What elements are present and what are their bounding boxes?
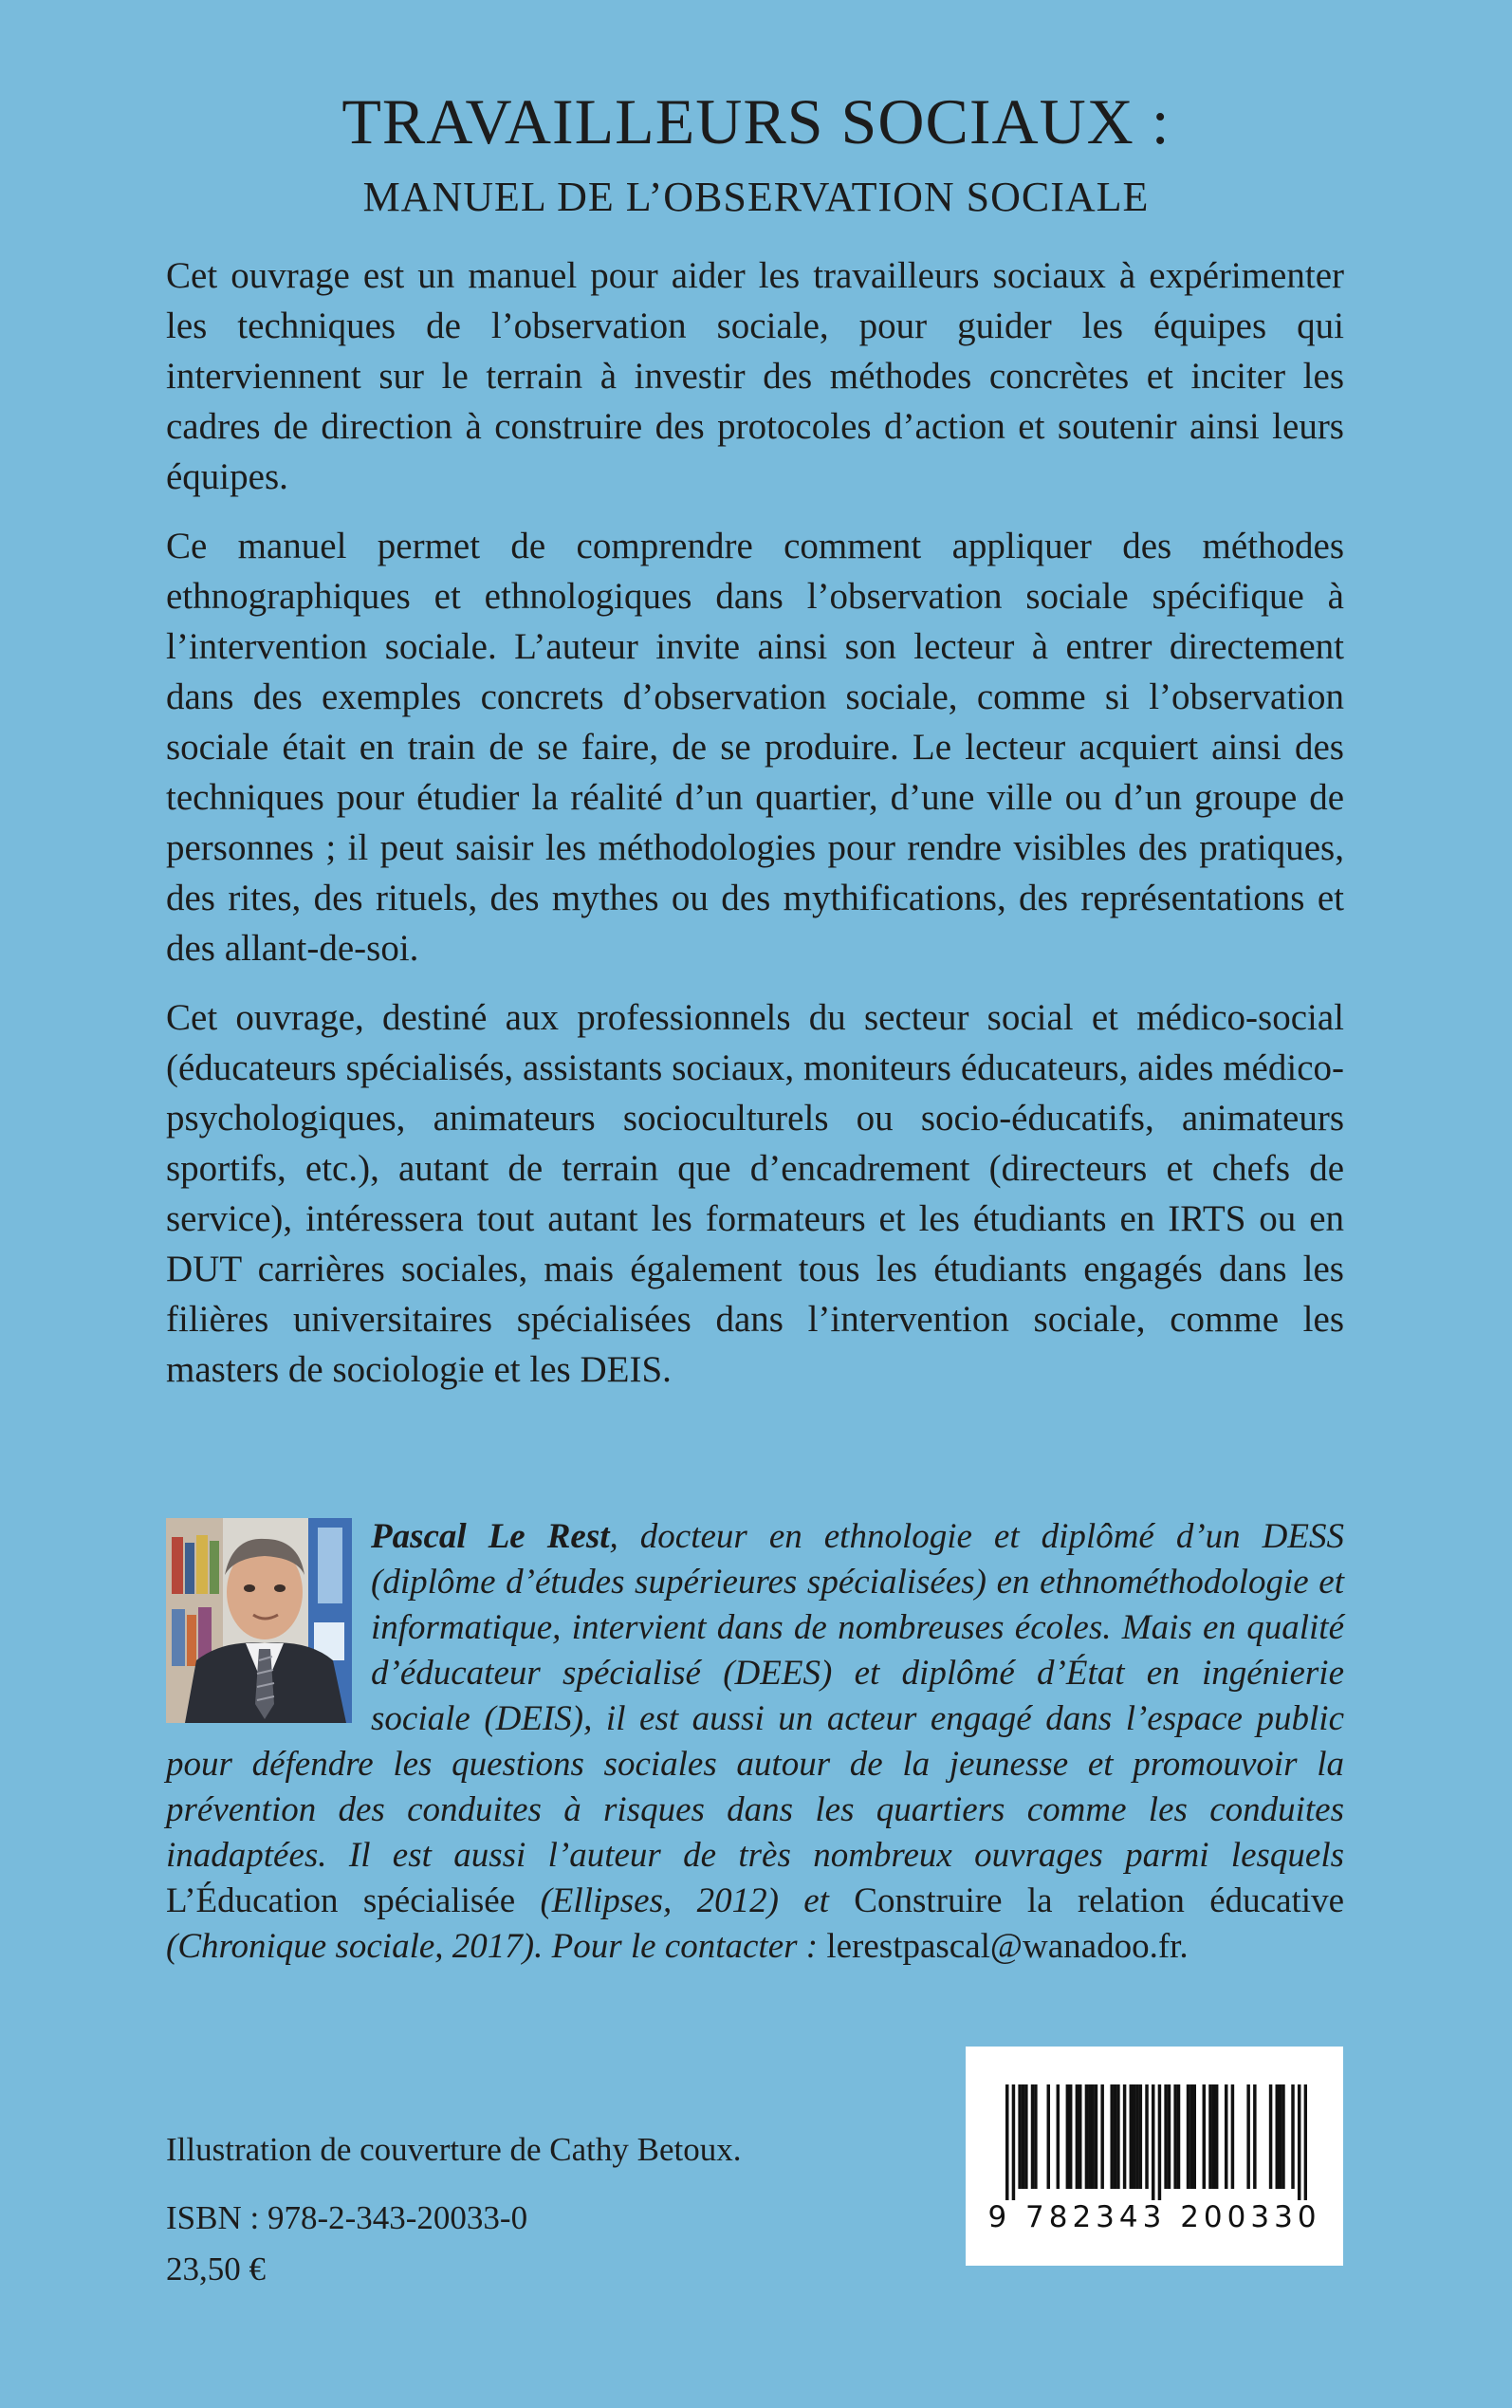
barcode-bar: [1135, 2084, 1138, 2189]
barcode-bar: [1173, 2084, 1176, 2189]
barcode-bars: [1005, 2084, 1307, 2200]
illustration-credit: Illustration de couverture de Cathy Betoux.: [166, 2131, 742, 2168]
barcode-bar: [1024, 2084, 1027, 2189]
blurb-paragraph-1: Cet ouvrage est un manuel pour aider les travailleurs sociaux à expérimenter les techniques de l’observation sociale, pour guider les équipes qui interviennent sur le terrain à investir des méthodes concrètes et inciter les cadres de direction à construire des protocoles d’action et soutenir ainsi leurs équipes.: [166, 255, 1344, 497]
barcode-bar: [1291, 2084, 1294, 2189]
barcode-bar: [1215, 2084, 1218, 2189]
book-title-1: L’Éducation spécialisée: [166, 1881, 516, 1920]
barcode-bar: [1145, 2084, 1148, 2189]
barcode-bar: [1012, 2084, 1015, 2200]
barcode-bar: [1282, 2084, 1284, 2189]
barcode-bar: [1208, 2084, 1211, 2189]
barcode-bar: [1066, 2084, 1069, 2189]
barcode-bar: [1298, 2084, 1300, 2200]
barcode-bar: [1110, 2084, 1113, 2189]
barcode-bar: [1253, 2084, 1256, 2189]
barcode-bar: [1005, 2084, 1008, 2200]
blurb-paragraph-3: Cet ouvrage, destiné aux professionnels du secteur social et médico-social (éducateurs spécialisés, assistants sociaux, moniteurs éducateurs, aides médico-psychologiques, animateurs socioculturels ou socio-éducatifs, animateurs sportifs, etc.), autant de terrain que d’encadrement (directeurs et chefs de service), intéressera tout autant les formateurs et les étudiants en IRTS ou en DUT carrières sociales, mais également tous les étudiants engagés dans les filières universitaires spécialisées dans l’intervention sociale, comme les masters de sociologie et les DEIS.: [166, 997, 1344, 1390]
barcode-bar: [1189, 2084, 1192, 2189]
author-name: Pascal Le Rest: [371, 1517, 610, 1556]
author-email[interactable]: lerestpascal@wanadoo.fr.: [826, 1927, 1189, 1966]
barcode-bar: [1069, 2084, 1072, 2189]
author-bio-text: , docteur en ethnologie et diplômé d’un DESS (diplôme d’études supérieures spécialisées) en ethnométhodologie et informatique, intervient dans de nombreuses écoles. Mais en qualité d’éducateur spécialisé (DEES) et diplômé d’État en ingénierie sociale (DEIS), il est aussi un acteur engagé dans l’espace public pour défendre les questions sociales autour de la jeunesse et promouvoir la prévention des conduites à risques dans les quartiers comme les conduites inadaptées. Il est aussi l’auteur de très nombreux ouvrages parmi lesquels: [166, 1517, 1344, 1875]
price: 23,50 €: [166, 2251, 266, 2288]
barcode-bar: [1133, 2084, 1135, 2189]
barcode-bar: [1114, 2084, 1116, 2189]
barcode-bar: [1100, 2084, 1103, 2189]
barcode-bar: [1057, 2084, 1060, 2189]
barcode-bar: [1018, 2084, 1021, 2189]
barcode-bar: [1231, 2084, 1234, 2189]
barcode-bar: [1203, 2084, 1206, 2189]
barcode-bar: [1116, 2084, 1119, 2189]
barcode-bar: [1225, 2084, 1227, 2189]
barcode-bar: [1022, 2084, 1024, 2189]
barcode-bar: [1279, 2084, 1282, 2189]
barcode-bar: [1246, 2084, 1249, 2189]
barcode-bar: [1177, 2084, 1180, 2189]
book-title-2: Construire la relation éducative: [854, 1881, 1344, 1920]
barcode-bar: [1139, 2084, 1142, 2189]
book-publisher-2: (Chronique sociale, 2017). Pour le contacter :: [166, 1927, 827, 1966]
barcode-bar: [1047, 2084, 1050, 2189]
barcode-bar: [1079, 2084, 1081, 2189]
barcode-bar: [1276, 2084, 1279, 2189]
barcode-bar: [1269, 2084, 1272, 2189]
barcode-bar: [1123, 2084, 1126, 2189]
blurb-paragraph-2: Ce manuel permet de comprendre comment appliquer des méthodes ethnographiques et ethnologiques dans l’observation sociale spécifique à l’intervention sociale. L’auteur invite ainsi son lecteur à entrer directement dans des exemples concrets d’observation sociale, comme si l’observation sociale était en train de se faire, de se produire. Le lecteur acquiert ainsi des techniques pour étudier la réalité d’un quartier, d’une ville ou d’un groupe de personnes ; il peut saisir les méthodologies pour rendre visibles des pratiques, des rites, des rituels, des mythes ou des mythifications, des représentations et des allant-de-soi.: [166, 526, 1344, 969]
barcode-bar: [1031, 2084, 1034, 2189]
barcode-bar: [1192, 2084, 1195, 2189]
book-subtitle: MANUEL DE L’OBSERVATION SOCIALE: [362, 174, 1150, 220]
barcode-bar: [1187, 2084, 1189, 2189]
barcode-bar: [1130, 2084, 1133, 2189]
barcode-bar: [1152, 2084, 1154, 2200]
barcode: [966, 2047, 1343, 2266]
barcode-bar: [1085, 2084, 1088, 2189]
barcode-bar: [1212, 2084, 1215, 2189]
blurb: [166, 250, 1344, 1414]
isbn: ISBN : 978-2-343-20033-0: [166, 2199, 528, 2236]
barcode-bar: [1158, 2084, 1161, 2200]
barcode-bar: [1304, 2084, 1307, 2200]
barcode-digits: 9 782343 200330: [987, 2200, 1321, 2234]
author-bio: [166, 1514, 1344, 1970]
book-publisher-1: (Ellipses, 2012) et: [515, 1881, 855, 1920]
barcode-bar: [1095, 2084, 1097, 2189]
book-title: TRAVAILLEURS SOCIAUX :: [341, 85, 1171, 157]
barcode-bar: [1091, 2084, 1094, 2189]
author-photo: [166, 1518, 352, 1723]
barcode-bar: [1168, 2084, 1171, 2189]
barcode-bar: [1076, 2084, 1079, 2189]
barcode-bar: [1164, 2084, 1167, 2189]
barcode-bar: [1034, 2084, 1037, 2189]
barcode-bar: [1088, 2084, 1091, 2189]
